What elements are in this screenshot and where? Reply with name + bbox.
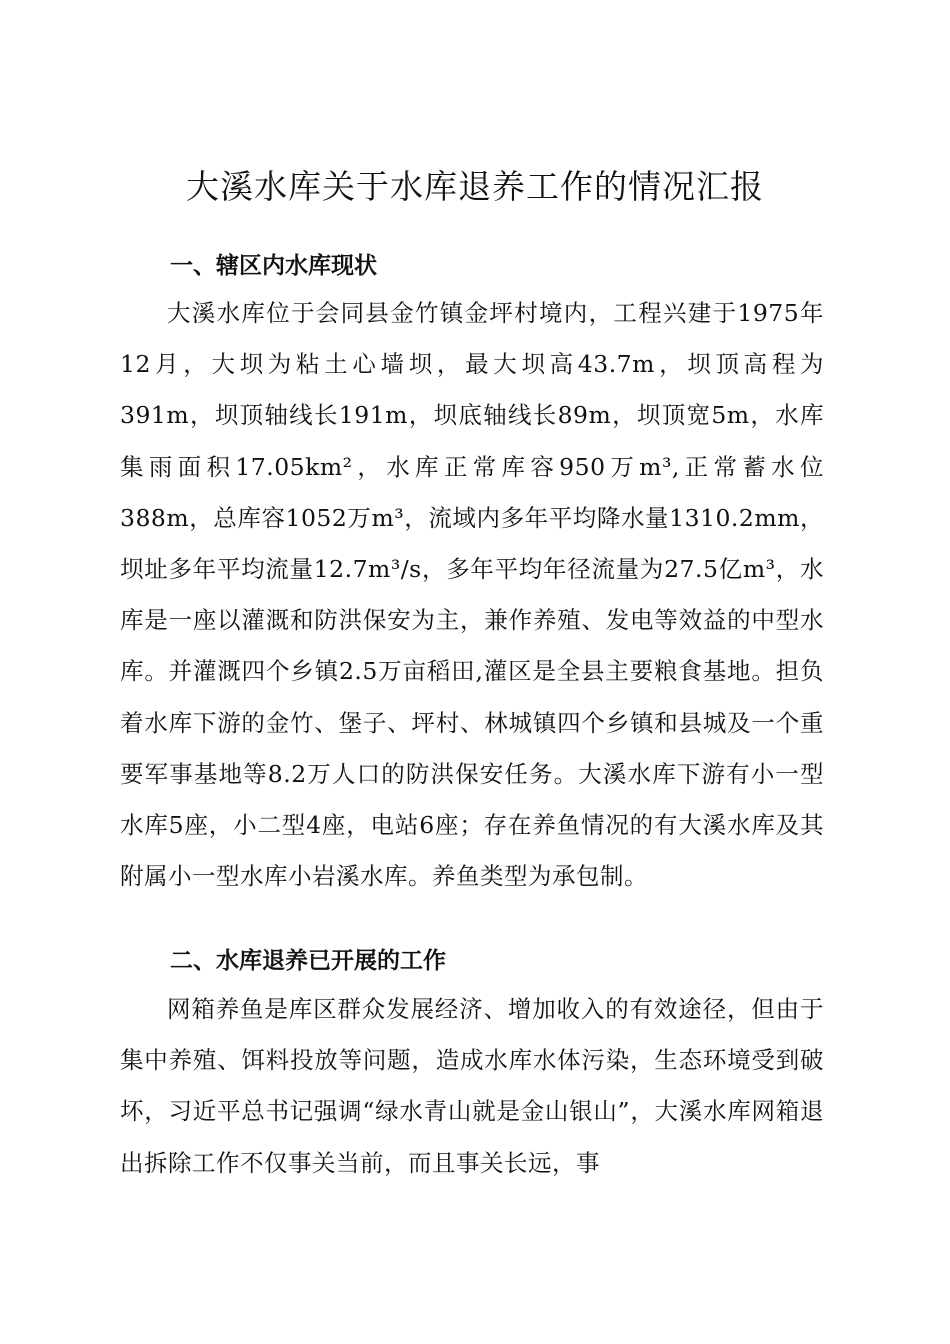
section-paragraph-work-done: 网箱养鱼是库区群众发展经济、增加收入的有效途径，但由于集中养殖、饵料投放等问题，造成水库水体污染，生态环境受到破坏，习近平总书记强调“绿水青山就是金山银山”，大溪水库网箱退出拆除工作不仅事关当前，而且事关长远，事	[120, 995, 824, 1177]
section-paragraph-reservoir-status: 大溪水库位于会同县金竹镇金坪村境内，工程兴建于1975年12月，大坝为粘土心墙坝，最大坝高43.7m，坝顶高程为391m，坝顶轴线长191m，坝底轴线长89m，坝顶宽5m，水库集雨面积17.05km²，水库正常库容950万m³,正常蓄水位388m，总库容1052万m³，流域内多年平均降水量1310.2mm，坝址多年平均流量12.7m³/s，多年平均年径流量为27.5亿m³，水库是一座以灌溉和防洪保安为主，兼作养殖、发电等效益的中型水库。并灌溉四个乡镇2.5万亩稻田,灌区是全县主要粮食基地。担负着水库下游的金竹、堡子、坪村、林城镇四个乡镇和县城及一个重要军事基地等8.2万人口的防洪保安任务。大溪水库下游有小一型水库5座，小二型4座，电站6座；存在养鱼情况的有大溪水库及其附属小一型水库小岩溪水库。养鱼类型为承包制。	[120, 299, 824, 891]
document-title: 大溪水库关于水库退养工作的情况汇报	[186, 167, 764, 207]
section-heading-reservoir-status: 一、辖区内水库现状	[170, 253, 377, 279]
section-heading-work-done: 二、水库退养已开展的工作	[170, 948, 446, 974]
